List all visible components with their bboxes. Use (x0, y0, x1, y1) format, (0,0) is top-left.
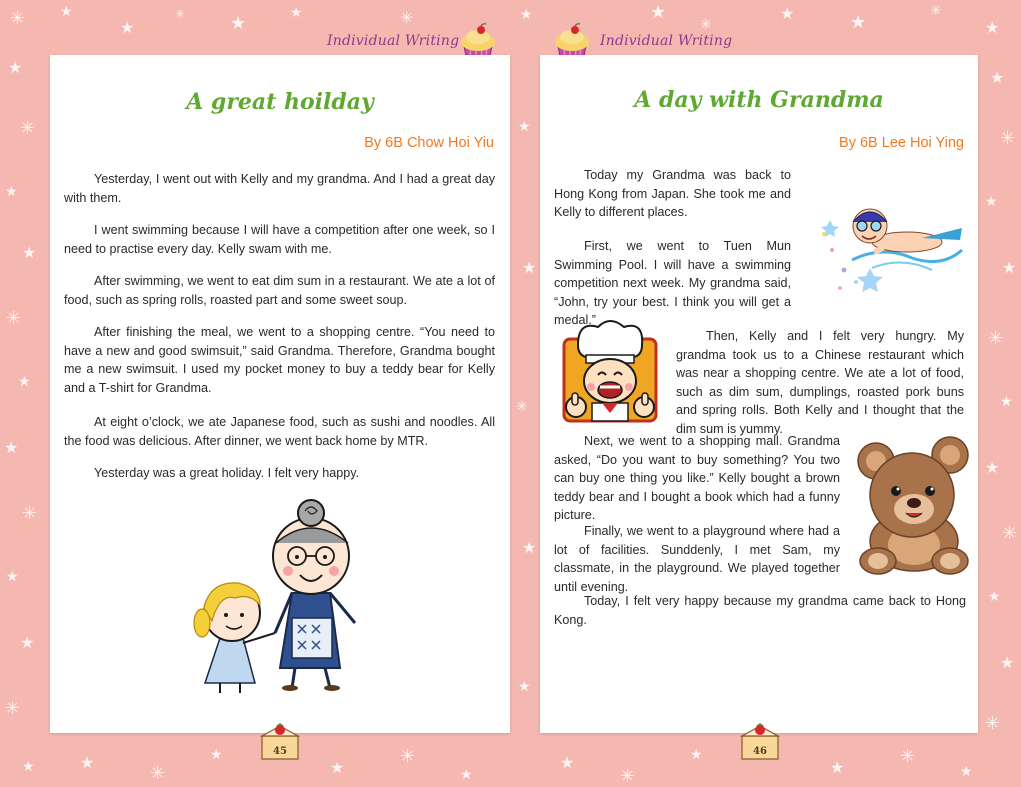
star-icon: ★ (6, 569, 19, 585)
right-page-title: A day with Grandma (634, 87, 884, 113)
star-icon: ★ (988, 589, 1001, 605)
star-icon: ✳ (6, 308, 22, 329)
right-paragraph-1: Today my Grandma was back to Hong Kong from Japan. She took me and Kelly to different places. (554, 168, 791, 219)
right-paragraph-2: First, we went to Tuen Mun Swimming Pool. I will have a swimming competition next week. My grandma said, “John, try your best. I think you will get a medal.” (554, 239, 791, 327)
star-icon: ✳ (22, 503, 38, 524)
star-icon: ★ (960, 764, 973, 780)
left-paragraph-3: After swimming, we went to eat dim sum in a restaurant. We ate a lot of food, such as spring rolls, roasted part and some sweet soup. (64, 274, 495, 307)
star-icon: ★ (4, 438, 19, 457)
star-icon: ★ (690, 747, 703, 763)
star-icon: ★ (518, 679, 531, 695)
star-icon: ★ (850, 12, 867, 33)
star-icon: ★ (330, 758, 345, 777)
left-paragraph-5: At eight o’clock, we ate Japanese food, such as sushi and noodles. All the food was delicious. After dinner, we went back home by MTR. (64, 415, 495, 448)
right-paragraph-5: Finally, we went to a playground where had a lot of facilities. Sunddenly, I met Sam, my classmate, in the playground. We played together until evening. (554, 524, 840, 594)
left-paragraph-4: After finishing the meal, we went to a shopping centre. “You need to have a new and good swimsuit,” said Grandma. Therefore, Grandma bought me a new swimsuit. I used my pocket money to buy a teddy bear for Kelly and a T-shirt for Grandma. (64, 325, 495, 395)
left-page (50, 55, 510, 733)
star-icon: ✳ (900, 746, 916, 767)
right-paragraph-6: Today, I felt very happy because my grandma came back to Hong Kong. (554, 594, 966, 627)
star-icon: ★ (985, 458, 1000, 477)
star-icon: ★ (522, 538, 537, 557)
header-label-left: Individual Writing (327, 33, 460, 49)
star-icon: ★ (522, 258, 537, 277)
page-number-right: 46 (753, 746, 767, 757)
star-icon: ★ (460, 767, 473, 783)
star-icon: ★ (560, 753, 575, 772)
star-icon: ✳ (400, 8, 414, 27)
chef-illustration (558, 315, 662, 425)
right-page (540, 55, 978, 733)
star-icon: ★ (210, 747, 223, 763)
page-number-left: 45 (273, 746, 287, 757)
star-icon: ✳ (930, 3, 942, 19)
header-label-right: Individual Writing (600, 33, 733, 49)
star-icon: ★ (5, 184, 18, 200)
star-icon: ★ (20, 633, 35, 652)
star-icon: ✳ (985, 713, 1001, 734)
star-icon: ✳ (700, 17, 712, 33)
star-icon: ★ (518, 119, 531, 135)
star-icon: ★ (520, 7, 533, 23)
star-icon: ★ (8, 58, 23, 77)
swimmer-illustration (812, 190, 967, 295)
star-icon: ★ (22, 759, 35, 775)
star-icon: ✳ (988, 328, 1004, 349)
right-paragraph-4: Next, we went to a shopping mall. Grandma asked, “Do you want to buy something? You two can buy one thing you like.” Kelly bought a brown teddy bear and I bought a book which had a funny picture. (554, 434, 840, 522)
left-page-byline: By 6B Chow Hoi Yiu (364, 135, 494, 151)
star-icon: ★ (985, 194, 998, 210)
star-icon: ★ (1002, 258, 1017, 277)
star-icon: ★ (80, 753, 95, 772)
star-icon: ★ (22, 243, 37, 262)
star-icon: ★ (990, 68, 1005, 87)
star-icon: ★ (650, 2, 667, 23)
star-icon: ✳ (175, 7, 186, 21)
star-icon: ✳ (1000, 128, 1016, 149)
star-icon: ✳ (516, 399, 528, 415)
star-icon: ★ (830, 758, 845, 777)
star-icon: ✳ (400, 746, 416, 767)
grandma-girl-illustration (180, 493, 380, 693)
left-paragraph-6: Yesterday was a great holiday. I felt very happy. (94, 466, 360, 480)
star-icon: ✳ (10, 8, 26, 29)
star-icon: ★ (230, 13, 247, 34)
star-icon: ★ (985, 18, 1000, 37)
star-icon: ★ (120, 18, 135, 37)
star-icon: ★ (1000, 394, 1013, 410)
star-icon: ✳ (150, 763, 166, 784)
right-page-byline: By 6B Lee Hoi Ying (839, 135, 964, 151)
left-paragraph-1: Yesterday, I went out with Kelly and my grandma. And I had a great day with them. (64, 172, 495, 205)
star-icon: ✳ (1002, 523, 1018, 544)
star-icon: ✳ (5, 698, 21, 719)
star-icon: ★ (18, 374, 31, 390)
star-icon: ✳ (20, 118, 36, 139)
teddy-bear-illustration (852, 433, 972, 575)
star-icon: ★ (290, 5, 303, 21)
left-paragraph-2: I went swimming because I will have a competition after one week, so I need to practise every day. Kelly swam with me. (64, 223, 495, 256)
right-paragraph-3: Then, Kelly and I felt very hungry. My grandma took us to a Chinese restaurant which was near a shopping centre. We ate a lot of food, such as dim sum, dumplings, roasted pork buns and spring rolls. Both Kelly and I thought that the dim sum is yummy. (676, 329, 964, 436)
star-icon: ★ (60, 4, 73, 20)
star-icon: ✳ (620, 766, 636, 787)
left-page-title: A great hoilday (186, 89, 374, 115)
star-icon: ★ (780, 4, 795, 23)
star-icon: ★ (1000, 653, 1015, 672)
